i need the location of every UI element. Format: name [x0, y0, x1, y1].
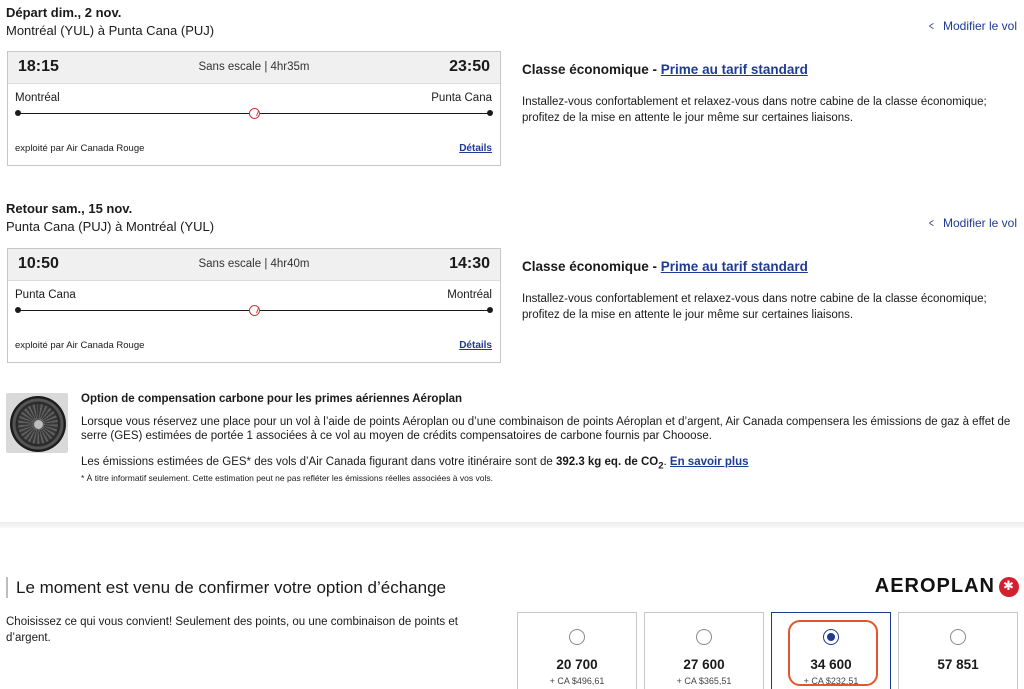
- option-points: 57 851: [937, 657, 979, 672]
- carbon-estimate: [81, 455, 1019, 473]
- inbound-cabin-description: Installez-vous confortablement et relaxez-vous dans notre cabine de la classe économique; profitez de la mise en attente le jour même sur certaines liaisons.: [522, 293, 987, 321]
- outbound-fare-link[interactable]: Prime au tarif standard: [660, 62, 808, 77]
- confirm-title: Le moment est venu de confirmer votre option d’échange: [16, 578, 446, 597]
- outbound-cabin-label: Classe économique -: [522, 62, 661, 77]
- air-canada-rouge-icon: [249, 305, 260, 316]
- confirm-description: Choisissez ce qui vous convient! Seulement des points, ou une combinaison de points et d’argent.: [6, 616, 458, 644]
- title-accent-bar: [6, 577, 8, 598]
- origin-dot: [15, 307, 21, 313]
- carbon-body: Lorsque vous réservez une place pour un vol à l’aide de points Aéroplan ou d’une combinaison de points Aéroplan et d’argent, Air Canada compensera les émissions de gaz à effet de serre (GES) estimées de portée 1 associées à ce vol au moyen de crédits compensatoires de carbone fournis par Chooose.: [81, 416, 1011, 442]
- outbound-cabin-description: Installez-vous confortablement et relaxez-vous dans notre cabine de la classe économique; profitez de la mise en attente le jour même sur certaines liaisons.: [522, 96, 987, 124]
- destination-dot: [487, 307, 493, 313]
- inbound-header: [6, 201, 214, 236]
- exchange-option-2[interactable]: [644, 612, 764, 689]
- maple-leaf-icon: [999, 577, 1019, 597]
- option-points: 27 600: [683, 657, 725, 672]
- carbon-offset-section: [81, 392, 1019, 484]
- outbound-operated-by: exploité par Air Canada Rouge: [15, 143, 145, 154]
- outbound-modify-link[interactable]: [928, 19, 1017, 33]
- outbound-modify-label: Modifier le vol: [942, 19, 1017, 33]
- chevron-left-icon: <: [929, 19, 934, 33]
- carbon-estimate-prefix: Les émissions estimées de GES* des vols d’Air Canada figurant dans votre itinéraire sont de: [81, 456, 556, 468]
- outbound-cabin-title: [522, 62, 1022, 77]
- exchange-option-4[interactable]: [898, 612, 1018, 689]
- destination-dot: [487, 110, 493, 116]
- section-divider: [0, 522, 1024, 528]
- inbound-operated-by: exploité par Air Canada Rouge: [15, 340, 145, 351]
- exchange-option-3[interactable]: [771, 612, 891, 689]
- inbound-origin-city: Punta Cana: [15, 289, 76, 301]
- outbound-origin-city: Montréal: [15, 92, 60, 104]
- outbound-cabin-info: [522, 62, 1022, 126]
- engine-image: [6, 393, 68, 453]
- inbound-title: Retour sam., 15 nov.: [6, 201, 133, 216]
- exchange-options: [517, 612, 1020, 689]
- inbound-cabin-label: Classe économique -: [522, 259, 661, 274]
- learn-more-link[interactable]: En savoir plus: [669, 456, 749, 468]
- radio-button[interactable]: [696, 629, 712, 645]
- inbound-flight-card: [7, 248, 501, 363]
- outbound-time-bar: [8, 52, 500, 84]
- outbound-title: Départ dim., 2 nov.: [6, 5, 122, 20]
- option-points: 20 700: [556, 657, 598, 672]
- aeroplan-logo: [875, 575, 1019, 598]
- chevron-left-icon: <: [929, 216, 934, 230]
- outbound-header: [6, 5, 214, 40]
- origin-dot: [15, 110, 21, 116]
- aeroplan-wordmark: AEROPLAN: [874, 575, 995, 597]
- inbound-fare-link[interactable]: Prime au tarif standard: [660, 259, 808, 274]
- air-canada-rouge-icon: [249, 108, 260, 119]
- inbound-destination-city: Montréal: [447, 289, 492, 301]
- exchange-option-1[interactable]: [517, 612, 637, 689]
- option-points: 34 600: [810, 657, 852, 672]
- inbound-cabin-title: [522, 259, 1022, 274]
- inbound-departure-time: 10:50: [18, 255, 59, 272]
- carbon-estimate-value: 392.3 kg eq. de CO: [555, 456, 659, 468]
- outbound-details-link[interactable]: Détails: [459, 143, 492, 154]
- radio-button[interactable]: [569, 629, 585, 645]
- carbon-title: Option de compensation carbone pour les primes aériennes Aéroplan: [81, 393, 463, 405]
- outbound-stops: Sans escale | 4hr35m: [198, 61, 310, 73]
- outbound-route: Montréal (YUL) à Punta Cana (PUJ): [6, 23, 215, 38]
- inbound-time-bar: [8, 249, 500, 281]
- inbound-modify-link[interactable]: [928, 216, 1017, 230]
- carbon-footnote: * À titre informatif seulement. Cette estimation peut ne pas refléter les émissions réelles associées à vos vols.: [81, 473, 493, 484]
- outbound-departure-time: 18:15: [18, 58, 59, 75]
- radio-button[interactable]: [950, 629, 966, 645]
- radio-button-selected[interactable]: [823, 629, 839, 645]
- option-cash: + CA $232,51: [803, 676, 859, 686]
- carbon-estimate-suffix: .: [663, 456, 670, 468]
- inbound-route: Punta Cana (PUJ) à Montréal (YUL): [6, 219, 215, 234]
- outbound-flight-card: [7, 51, 501, 166]
- inbound-cabin-info: [522, 259, 1022, 323]
- inbound-arrival-time: 14:30: [449, 255, 490, 272]
- inbound-modify-label: Modifier le vol: [942, 216, 1017, 230]
- jet-engine-icon: [10, 396, 66, 452]
- option-cash: + CA $496,61: [549, 676, 605, 686]
- outbound-destination-city: Punta Cana: [431, 92, 492, 104]
- carbon-estimate-subscript: 2: [658, 460, 664, 472]
- option-cash: + CA $365,51: [676, 676, 732, 686]
- inbound-stops: Sans escale | 4hr40m: [198, 258, 310, 270]
- outbound-arrival-time: 23:50: [449, 58, 490, 75]
- inbound-details-link[interactable]: Détails: [459, 340, 492, 351]
